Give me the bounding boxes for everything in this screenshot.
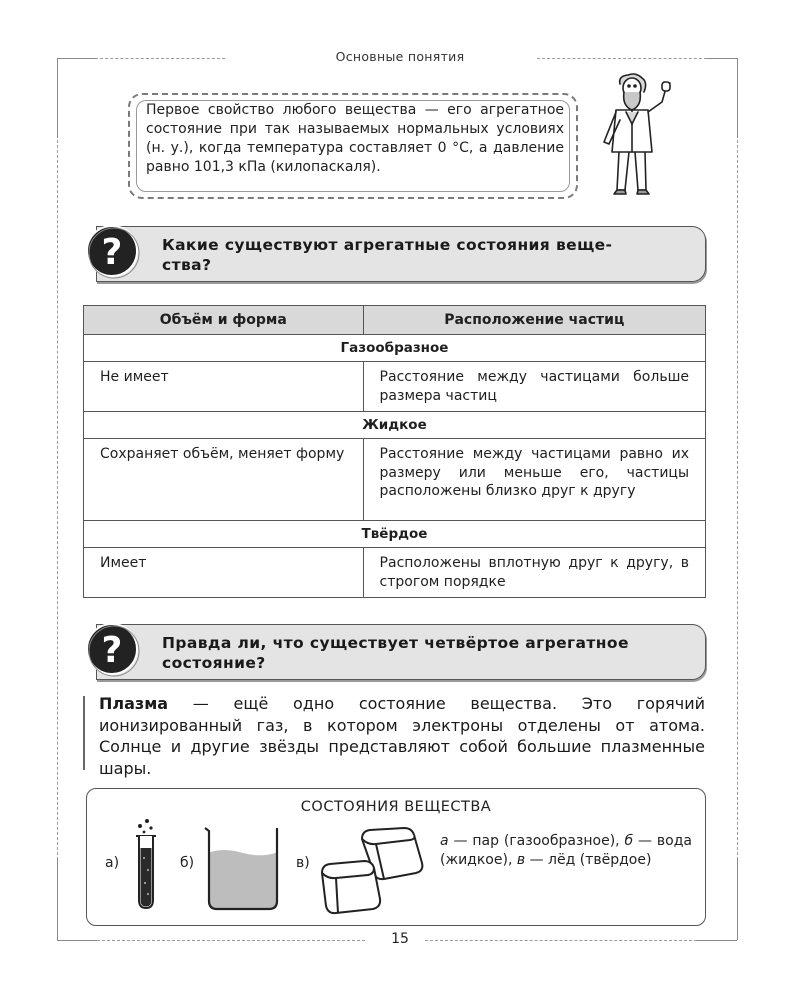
question-2-line-1: Правда ли, что существует четвёртое агрегатное xyxy=(162,634,629,652)
question-2-line-2: состояние? xyxy=(162,654,266,672)
cell-volume-gas: Не имеет xyxy=(84,362,364,412)
caption-letter-b: б xyxy=(624,833,634,849)
figure-title: СОСТОЯНИЯ ВЕЩЕСТВА xyxy=(300,799,492,815)
plasma-term: Плазма xyxy=(99,694,169,713)
section-title-liquid: Жидкое xyxy=(84,412,706,439)
figure-label-b: б) xyxy=(180,855,195,871)
frame-left-bottom xyxy=(57,860,58,940)
caption-letter-c: в xyxy=(516,851,526,868)
plasma-side-bar xyxy=(83,696,85,770)
figure-caption xyxy=(440,832,692,869)
figure-label-a: а) xyxy=(105,855,120,871)
question-icon xyxy=(85,224,141,280)
scientist-illustration xyxy=(592,72,682,202)
question-2-text xyxy=(162,633,702,673)
figure-label-c: в) xyxy=(296,855,310,871)
states-table xyxy=(83,305,706,598)
svg-text:?: ? xyxy=(101,630,123,671)
test-tube-icon xyxy=(130,818,162,912)
section-title-solid: Твёрдое xyxy=(84,521,706,548)
frame-right-dash xyxy=(737,140,738,860)
header-volume-shape: Объём и форма xyxy=(84,306,364,335)
frame-bottom-left-dash xyxy=(97,940,365,941)
cell-particles-solid: Расположены вплотную друг к другу, в строгом порядке xyxy=(363,548,705,598)
cell-particles-gas: Расстояние между частицами больше размера частиц xyxy=(363,362,705,412)
frame-left-top xyxy=(57,58,58,138)
cell-volume-solid: Имеет xyxy=(84,548,364,598)
svg-text:?: ? xyxy=(101,232,123,273)
frame-bottom-right-dash xyxy=(425,940,697,941)
frame-bottom-left xyxy=(57,940,97,941)
cell-particles-liquid: Расстояние между частицами равно их размеру или меньше его, частицы расположены близко друг к другу xyxy=(363,439,705,521)
frame-right-top xyxy=(737,58,738,138)
page-number: 15 xyxy=(391,931,409,947)
caption-text-c: — лёд (твёрдое) xyxy=(525,851,652,868)
plasma-definition: — ещё одно состояние вещества. Это горячий ионизированный газ, в котором электроны отделены от атома. Солнце и другие звёзды представляют собой большие плазменные шары. xyxy=(99,694,705,778)
header-particles: Расположение частиц xyxy=(363,306,705,335)
intro-text: Первое свойство любого вещества — его агрегатное состояние при так называемых нормальных условиях (н. у.), когда температура составляет 0 °С, а давление равно 101,3 кПа (килопаскаля). xyxy=(146,102,564,175)
caption-text-a: — пар (газообразное), xyxy=(448,833,625,849)
frame-right-bottom xyxy=(737,860,738,940)
frame-left-dash xyxy=(57,140,58,860)
running-head: Основные понятия xyxy=(335,49,465,64)
ice-cubes-icon xyxy=(318,825,430,917)
question-icon xyxy=(85,622,141,678)
question-1-line-2: ства? xyxy=(162,256,212,274)
caption-text-b: — вода (жидкое), xyxy=(440,833,692,868)
frame-bottom-right xyxy=(697,940,737,941)
question-1-text xyxy=(162,235,702,275)
cell-volume-liquid: Сохраняет объём, меняет форму xyxy=(84,439,364,521)
plasma-paragraph xyxy=(99,693,705,779)
beaker-icon xyxy=(203,825,283,913)
question-1-line-1: Какие существуют агрегатные состояния веще- xyxy=(162,236,613,254)
caption-letter-a: а xyxy=(440,833,449,849)
section-title-gas: Газообразное xyxy=(84,335,706,362)
